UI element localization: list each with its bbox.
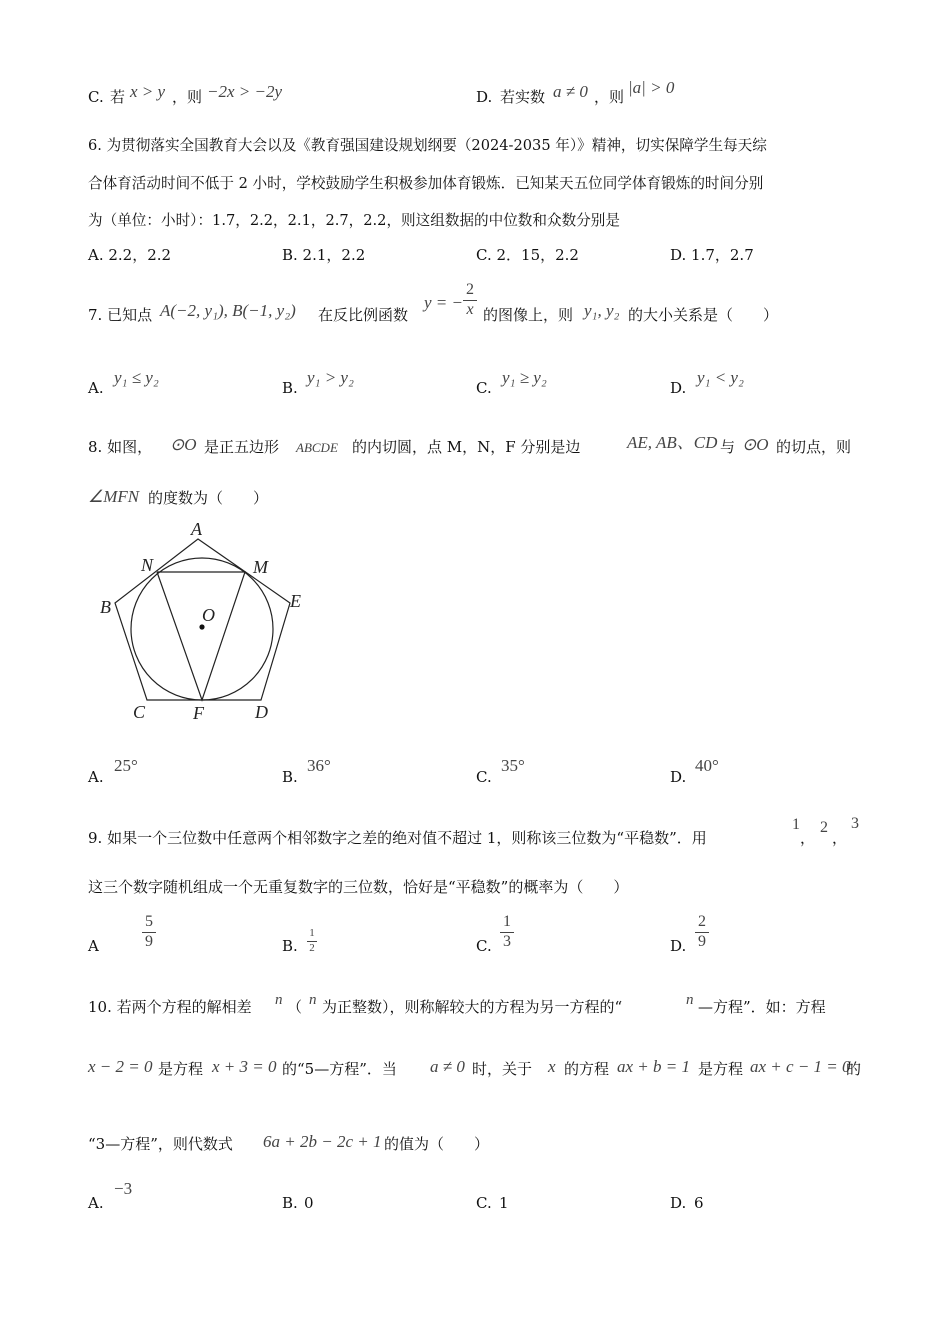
q5-optD-label: D. (476, 88, 493, 106)
label-b: B (100, 597, 111, 617)
q9-option-a-fraction (142, 914, 156, 951)
q10-option-d-value: 6 (694, 1194, 704, 1212)
fraction-denominator: 3 (503, 932, 511, 950)
q9-n1: 1 (792, 816, 800, 833)
q8-poly: ABCDE (296, 440, 338, 455)
label-f: F (193, 703, 204, 723)
q9-option-b-label: B. (282, 937, 298, 955)
q10-option-b-label: B. (282, 1194, 298, 1212)
q9-option-a-label: A (88, 937, 99, 955)
label-a: A (191, 519, 202, 539)
q5-optC-concl: −2x > −2y (207, 82, 283, 101)
q6-line2: 合体育活动时间不低于 2 小时，学校鼓励学生积极参加体育锻炼．已知某天五位同学体育锻炼的时间分别 (88, 175, 764, 192)
q10-l3a: “3—方程”，则代数式 (88, 1135, 233, 1153)
q6-option-b: B. 2.1，2.2 (282, 246, 366, 264)
fraction-denominator: 2 (309, 941, 315, 954)
q6-line1: 6. 为贯彻落实全国教育大会以及《教育强国建设规划纲要（2024-2035 年）》精神，切实保障学生每天综 (88, 137, 767, 154)
q9-line1: 9. 如果一个三位数中任意两个相邻数字之差的绝对值不超过 1，则称该三位数为“平稳数”．用 (88, 829, 707, 847)
q8-option-a-label: A. (88, 768, 104, 786)
q5-optC-mid: ，则 (172, 88, 203, 106)
q5-optD-concl: |a| > 0 (628, 78, 675, 97)
q8-l1e: 的切点，则 (776, 438, 852, 456)
q8-l1a: 8. 如图， (88, 438, 153, 456)
q6-option-d: D. 1.7，2.7 (670, 246, 754, 264)
q7-option-b-expr: y₁ > y₂ (307, 368, 354, 387)
q9-line2: 这三个数字随机组成一个无重复数字的三位数，恰好是“平稳数”的概率为（ ） (88, 878, 629, 896)
q10-l2f: 的 (846, 1060, 862, 1078)
q5-optD-cond: a ≠ 0 (553, 82, 588, 101)
q10-eq4: ax + c − 1 = 0 (750, 1057, 851, 1076)
q10-cond: a ≠ 0 (430, 1057, 465, 1076)
q5-optC-cond: x > y (130, 82, 166, 101)
q7-option-d-label: D. (670, 379, 687, 397)
q10-l2a: 是方程 (158, 1060, 204, 1078)
q10-l2d: 的方程 (564, 1060, 610, 1078)
q7-vars: y₁, y₂ (584, 301, 620, 320)
q6-line3: 为（单位：小时）：1.7，2.2，2.1，2.7，2.2，则这组数据的中位数和众数分别是 (88, 212, 620, 229)
q7-prefix: 7. 已知点 (88, 306, 153, 324)
q7-func-den: x (466, 300, 474, 318)
q10-l1b: （ (287, 998, 303, 1016)
q7-points: A(−2, y₁), B(−1, y₂) (160, 301, 296, 320)
q8-option-d-value: 40° (695, 756, 719, 775)
label-e: E (290, 591, 301, 611)
q9-option-d-fraction (695, 914, 709, 951)
q8-option-c-value: 35° (501, 756, 525, 775)
q9-n3: 3 (851, 815, 859, 832)
fraction-numerator: 1 (503, 913, 511, 930)
q9-sep1: ， (800, 829, 816, 847)
q10-option-c-label: C. (476, 1194, 492, 1212)
q8-option-b-label: B. (282, 768, 298, 786)
q10-var: x (548, 1057, 556, 1076)
fraction-numerator: 1 (309, 927, 315, 939)
q7-func-lhs: y = − (424, 293, 463, 312)
q9-option-c-label: C. (476, 937, 492, 955)
label-d: D (255, 702, 268, 722)
q10-l2c: 时，关于 (472, 1060, 533, 1078)
q10-l2b: 的“5—方程”．当 (282, 1060, 397, 1078)
q7-suffix: 的图像上，则 (483, 306, 574, 324)
pentagon-incircle-figure (95, 515, 325, 725)
q10-l1a: 10. 若两个方程的解相差 (88, 998, 252, 1016)
q10-l3b: 的值为（ ） (384, 1135, 490, 1153)
q8-l1d: 与 (720, 438, 736, 456)
q7-option-b-label: B. (282, 379, 298, 397)
q10-n3: n (686, 992, 694, 1008)
q7-tail: 的大小关系是（ ） (628, 306, 779, 324)
fraction-numerator: 5 (145, 913, 153, 930)
q10-n: n (275, 992, 283, 1008)
q7-option-c-expr: y₁ ≥ y₂ (502, 368, 547, 387)
q5-optC-pre: 若 (110, 88, 126, 106)
q10-expr: 6a + 2b − 2c + 1 (263, 1132, 382, 1151)
q5-optC-label: C. (88, 88, 104, 106)
fraction-denominator: 9 (145, 932, 153, 950)
q8-l2: 的度数为（ ） (148, 489, 269, 507)
q8-option-d-label: D. (670, 768, 687, 786)
q8-circle: ⊙O (170, 435, 197, 454)
label-m: M (253, 557, 268, 577)
fraction-numerator: 2 (698, 913, 706, 930)
q7-func-num: 2 (466, 281, 474, 298)
q10-l2e: 是方程 (698, 1060, 744, 1078)
label-c: C (133, 702, 146, 722)
q9-n2: 2 (820, 819, 828, 836)
q5-optD-mid: ，则 (594, 88, 625, 106)
q9-option-c-fraction (500, 914, 514, 951)
q7-mid: 在反比例函数 (318, 306, 409, 324)
q9-sep2: ， (832, 829, 848, 847)
q8-option-c-label: C. (476, 768, 492, 786)
q7-option-a-expr: y₁ ≤ y₂ (114, 368, 159, 387)
q7-func-fraction (463, 282, 477, 319)
q10-eq2: x + 3 = 0 (212, 1057, 277, 1076)
q10-option-a-label: A. (88, 1194, 104, 1212)
label-n: N (141, 555, 154, 575)
q8-circle2: ⊙O (742, 435, 769, 454)
q7-option-c-label: C. (476, 379, 492, 397)
q7-option-d-expr: y₁ < y₂ (697, 368, 744, 387)
q10-option-a-value: −3 (114, 1179, 133, 1198)
label-o: O (202, 605, 215, 625)
q6-option-a: A. 2.2，2.2 (88, 246, 172, 264)
q8-option-b-value: 36° (307, 756, 331, 775)
q8-angle: ∠MFN (88, 487, 140, 506)
q10-option-d-label: D. (670, 1194, 687, 1212)
q10-eq3: ax + b = 1 (617, 1057, 690, 1076)
q10-l1d: —方程”．如：方程 (698, 998, 826, 1016)
q9-option-b-fraction (307, 928, 317, 954)
center-o-dot (199, 624, 204, 629)
q8-l1b: 是正五边形 (204, 438, 280, 456)
q10-option-b-value: 0 (304, 1194, 314, 1212)
q9-option-d-label: D. (670, 937, 687, 955)
q7-option-a-label: A. (88, 379, 104, 397)
q8-edges: AE, AB、CD (627, 433, 718, 452)
fraction-denominator: 9 (698, 932, 706, 950)
q8-option-a-value: 25° (114, 756, 138, 775)
chord-nmf (157, 572, 245, 700)
q5-optD-pre: 若实数 (500, 88, 546, 106)
q6-option-c: C. 2．15，2.2 (476, 246, 579, 264)
q10-n2: n (309, 992, 317, 1008)
q10-l1c: 为正整数），则称解较大的方程为另一方程的“ (322, 998, 623, 1016)
q8-l1c: 的内切圆，点 M，N，F 分别是边 (352, 438, 581, 456)
q10-option-c-value: 1 (499, 1194, 509, 1212)
q10-eq1: x − 2 = 0 (88, 1057, 153, 1076)
